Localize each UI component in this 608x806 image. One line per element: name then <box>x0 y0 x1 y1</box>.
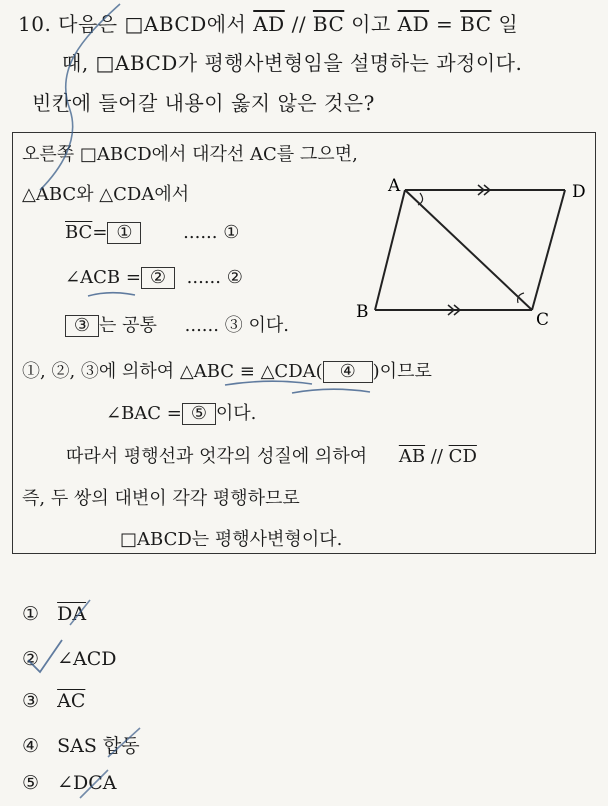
choice-4-text: SAS 합동 <box>57 735 140 757</box>
choice-5-text: ∠DCA <box>57 772 117 794</box>
question-line-1: 10. 다음은 □ABCD에서 $\overline{AD} // \overline{BC}$ 이고 $\overline{AD} = \overline{BC}$ 일 <box>18 12 519 36</box>
blank-1: ① <box>107 222 141 244</box>
choice-4[interactable] <box>22 731 140 758</box>
choice-5[interactable] <box>22 772 117 794</box>
proof-step-3 <box>65 311 289 337</box>
diagonal-ac <box>405 190 532 310</box>
question-line-2: 때, □ABCD가 평행사변형임을 설명하는 과정이다. <box>62 51 523 75</box>
blank-2: ② <box>141 267 175 289</box>
proof-angle <box>106 399 256 425</box>
angle-b: 이다. <box>215 403 257 424</box>
step2-left: ∠ACB <box>65 267 121 288</box>
choice-3-text: $\overline{AC}$ <box>57 690 86 712</box>
label-b: B <box>356 302 369 322</box>
choice-1[interactable] <box>22 603 86 625</box>
parallel-ab: $\overline{AB}$ <box>398 446 426 467</box>
choice-3[interactable] <box>22 690 85 712</box>
question-number: 10. 다음은 □ABCD에서 <box>18 12 254 36</box>
proof-conclusion-1: 즉, 두 쌍의 대변이 각각 평행하므로 <box>22 488 300 509</box>
proof-triangles: △ABC와 △CDA에서 <box>22 184 190 205</box>
edge-dc <box>532 190 565 310</box>
step1-left: $\overline{BC}$ <box>65 222 93 243</box>
step1-num: ① <box>223 222 240 243</box>
step2-eq: = <box>125 267 141 288</box>
step3-text: 는 공통 <box>99 315 157 336</box>
proof-step-2 <box>65 267 243 289</box>
blank-4: ④ <box>323 361 373 383</box>
choice-4-num: ④ <box>22 735 40 757</box>
proof-congruence <box>22 357 432 383</box>
choice-2[interactable] <box>22 648 117 670</box>
step2-dots: ...... <box>186 267 221 288</box>
proof-intro: 오른쪽 □ABCD에서 대각선 AC를 그으면, <box>22 144 358 165</box>
choice-2-num: ② <box>22 648 40 670</box>
seg-ad: $\overline{AD}$ <box>253 12 285 36</box>
congruence-b: )이므로 <box>372 361 432 382</box>
parallel-cd: $\overline{CD}$ <box>448 446 477 467</box>
step1-dots: ...... <box>183 222 218 243</box>
label-d: D <box>572 182 586 202</box>
step1-eq: = <box>92 222 108 243</box>
choice-1-text: $\overline{DA}$ <box>57 603 87 625</box>
label-a: A <box>388 176 401 196</box>
blank-3: ③ <box>65 315 99 337</box>
blank-5: ⑤ <box>182 403 216 425</box>
step3-num: ③ <box>224 315 243 336</box>
proof-step-1 <box>65 222 239 244</box>
parallel-a: 따라서 평행선과 엇각의 성질에 의하여 <box>66 446 368 467</box>
edge-ab <box>375 190 405 310</box>
step3-dots: ...... <box>184 315 219 336</box>
parallel-sym: // <box>430 446 443 467</box>
label-c: C <box>536 310 550 330</box>
step2-num: ② <box>226 267 243 288</box>
proof-conclusion-2: □ABCD는 평행사변형이다. <box>120 529 343 550</box>
choice-1-num: ① <box>22 603 40 625</box>
choice-2-text: ∠ACD <box>57 648 117 670</box>
angle-a: ∠BAC = <box>106 403 182 424</box>
step3-end: 이다. <box>248 315 289 336</box>
seg-bc: $\overline{BC}$ <box>312 12 345 36</box>
choice-5-num: ⑤ <box>22 772 40 794</box>
choice-3-num: ③ <box>22 690 40 712</box>
seg-ad-2: $\overline{AD}$ <box>397 12 430 36</box>
question-line-3: 빈칸에 들어갈 내용이 옳지 않은 것은? <box>32 91 375 115</box>
proof-parallel <box>66 442 477 468</box>
seg-bc-2: $\overline{BC}$ <box>460 12 492 36</box>
congruence-a: ①, ②, ③에 의하여 △ABC ≡ △CDA( <box>22 361 323 382</box>
parallelogram-diagram <box>350 175 590 335</box>
